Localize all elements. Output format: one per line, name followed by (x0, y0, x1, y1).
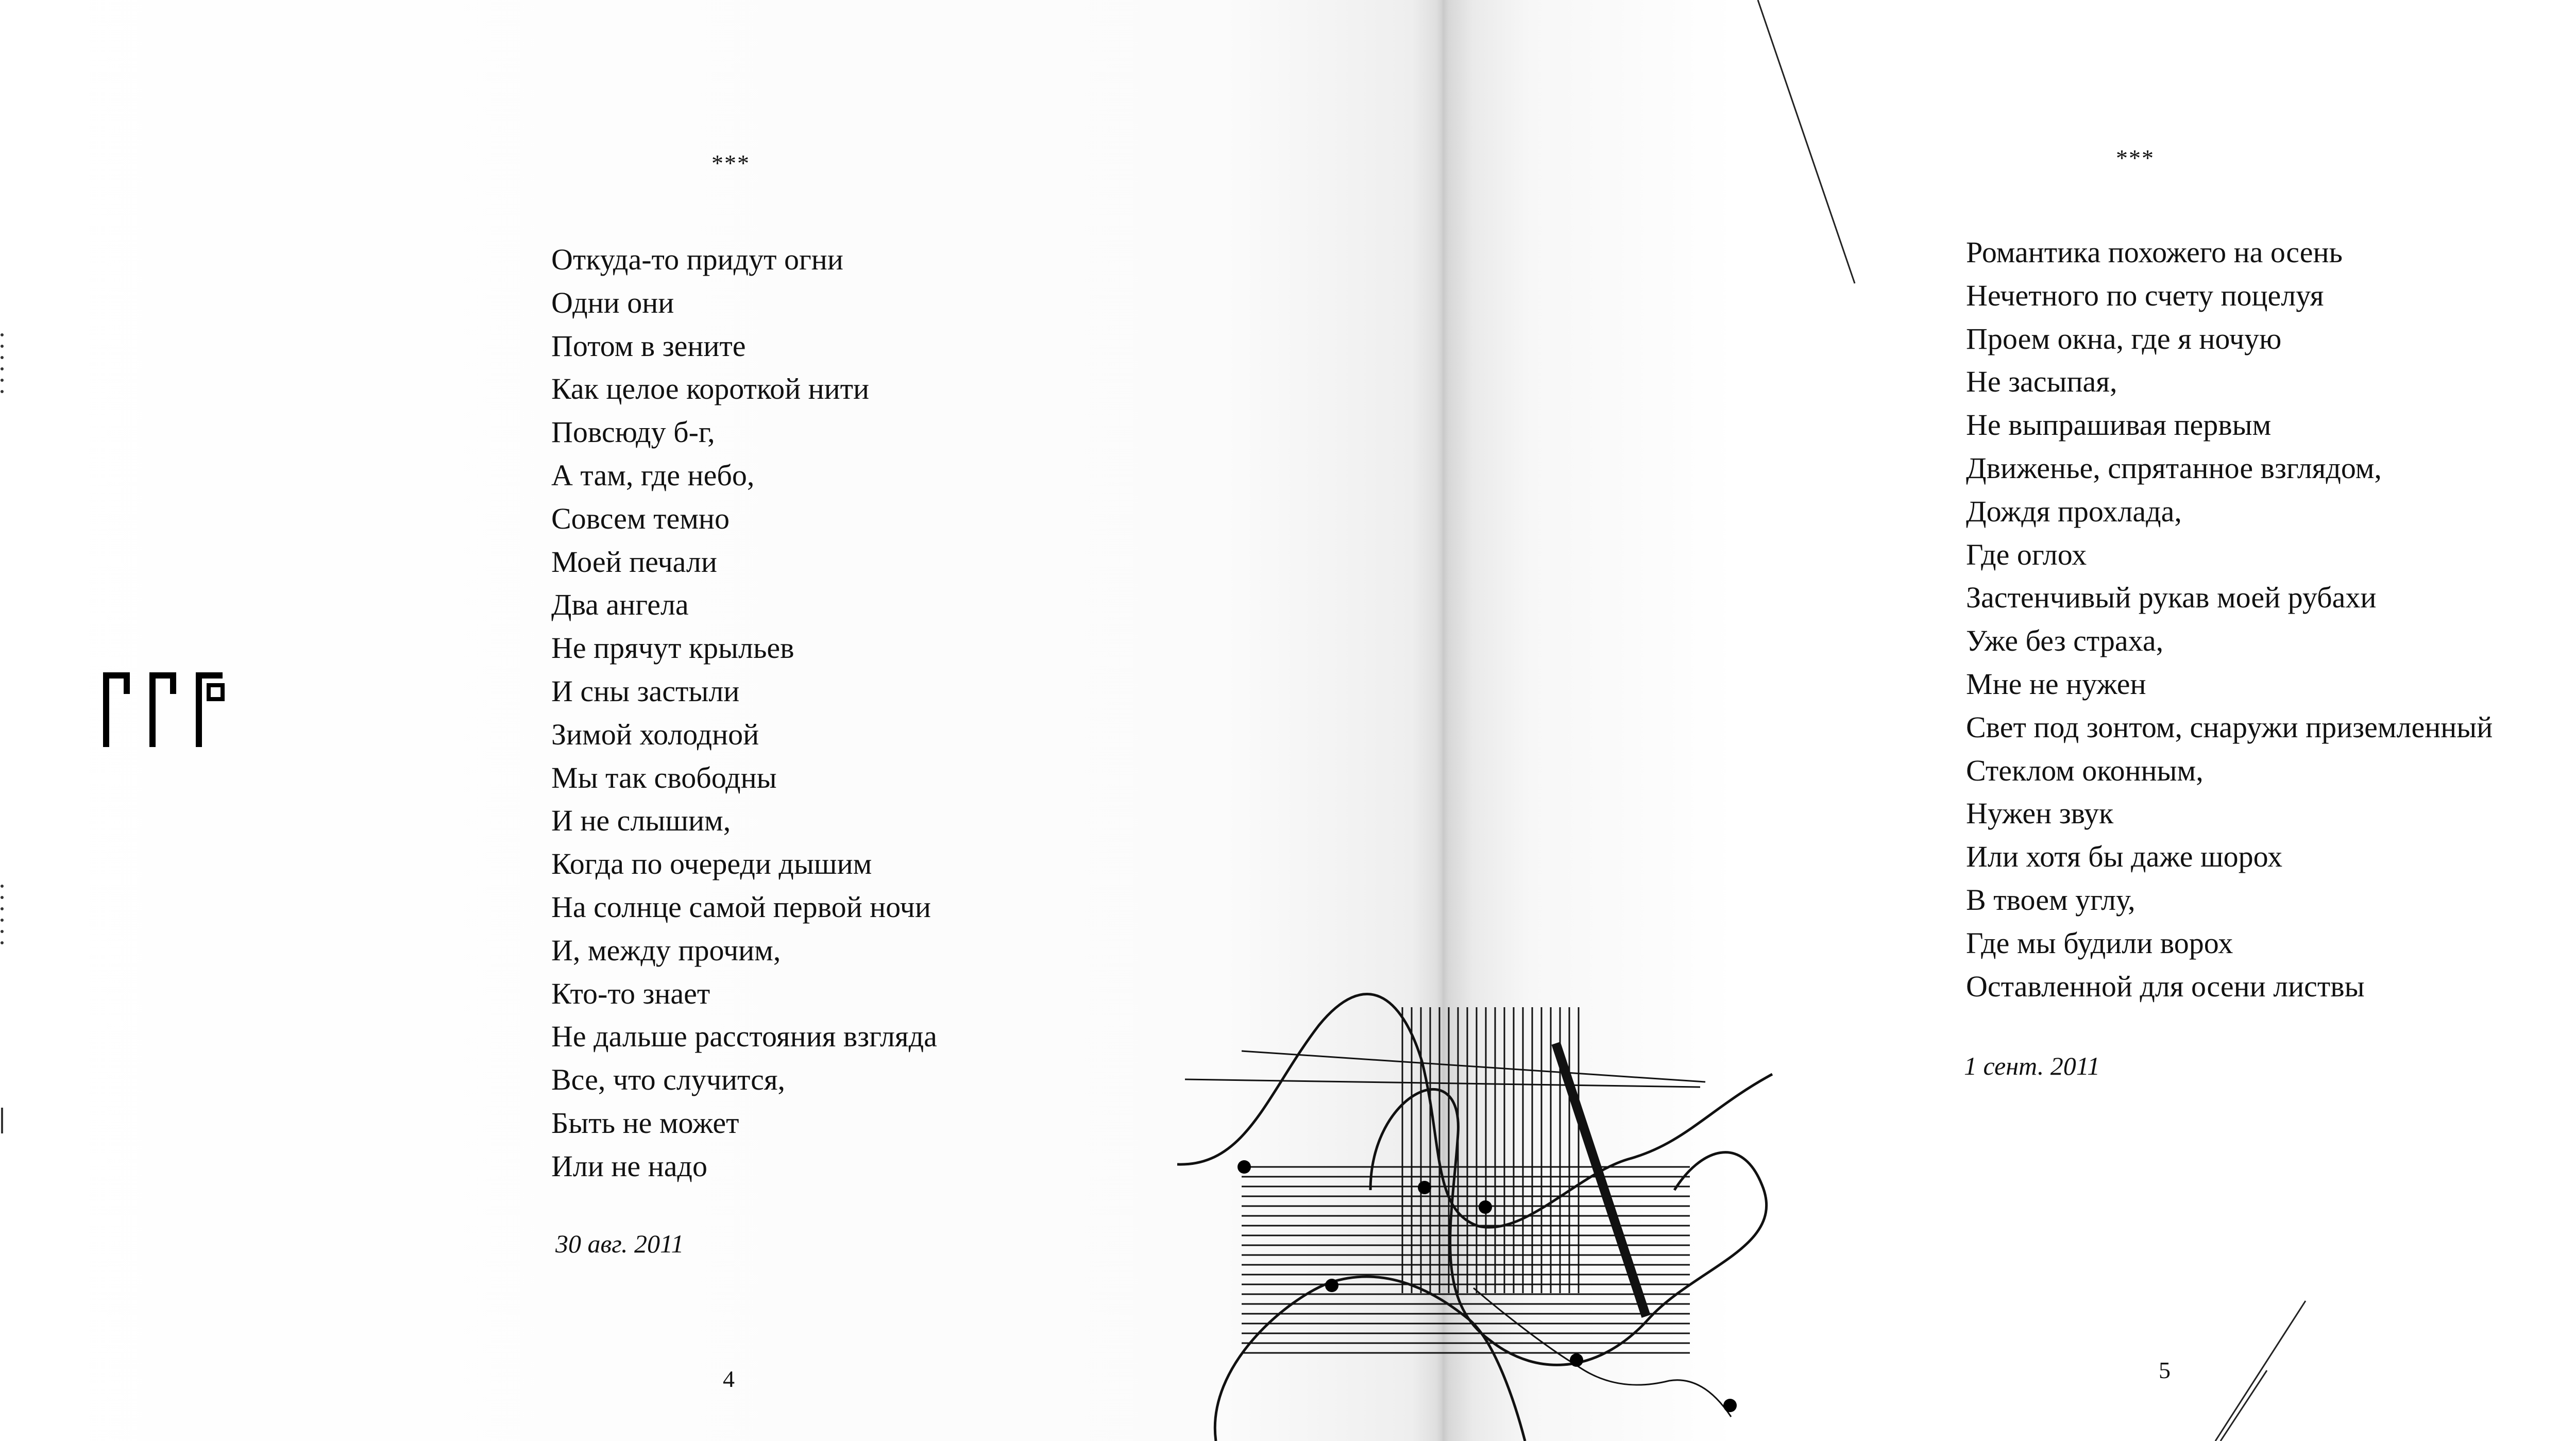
right-poem-date: 1 сент. 2011 (1964, 1052, 2100, 1080)
poem-line: Нечетного по счету поцелуя (1966, 278, 2324, 312)
left-poem-date: 30 авг. 2011 (555, 1229, 684, 1258)
diagonal-line-bottom-2 (2221, 1370, 2267, 1441)
poem-line: Не дальше расстояния взгляда (551, 1020, 937, 1054)
poem-line: Два ангела (551, 588, 689, 622)
poem-line: Где оглох (1966, 537, 2087, 571)
poem-line: Зимой холодной (551, 717, 759, 751)
poem-line: Романтика похожего на осень (1966, 235, 2343, 269)
poem-line: Уже без страха, (1966, 624, 2164, 658)
abstract-line-drawing (1177, 994, 1772, 1441)
left-page-number: 4 (723, 1366, 735, 1392)
poem-line: Стеклом оконным, (1966, 753, 2204, 787)
poem-line: И, между прочим, (551, 933, 781, 967)
right-section-marker: *** (2116, 145, 2155, 171)
poem-line: Нужен звук (1966, 796, 2114, 830)
right-page-number: 5 (2159, 1357, 2171, 1383)
margin-dots-icon (1, 333, 4, 1133)
poem-line: Или хотя бы даже шорох (1966, 840, 2283, 874)
poem-line: Не засыпая, (1966, 365, 2117, 399)
poem-line: Не прячут крыльев (551, 631, 794, 665)
poem-line: Как целое короткой нити (551, 372, 870, 406)
poem-line: Кто-то знает (551, 976, 710, 1010)
poem-line: Проем окна, где я ночую (1966, 321, 2282, 355)
poem-line: В твоем углу, (1966, 883, 2136, 917)
poem-line: Не выпрашивая первым (1966, 408, 2272, 442)
poem-line: Мне не нужен (1966, 667, 2146, 701)
poem-line: Потом в зените (551, 329, 746, 363)
glyph-mark-icon (103, 672, 223, 747)
poem-line: И не слышим, (551, 804, 731, 838)
diagonal-line-bottom-1 (2215, 1301, 2306, 1441)
diagonal-line-top (1758, 0, 1855, 283)
poem-line: На солнце самой первой ночи (551, 890, 931, 924)
poem-line: Откуда-то придут огни (551, 243, 843, 276)
poem-line: Моей печали (551, 545, 717, 579)
poem-line: Движенье, спрятанное взглядом, (1966, 451, 2382, 485)
poem-line: И сны застыли (551, 674, 740, 708)
poem-line: Все, что случится, (551, 1063, 786, 1097)
poem-line: Одни они (551, 285, 674, 319)
poem-line: Оставленной для осени листвы (1966, 969, 2365, 1003)
poem-line: Или не надо (551, 1149, 707, 1183)
poem-line: Дождя прохлада, (1966, 494, 2182, 528)
poem-line: Быть не может (551, 1106, 739, 1140)
poem-line: Когда по очереди дышим (551, 847, 872, 881)
poem-line: Совсем темно (551, 501, 730, 535)
poem-line: Повсюду б-г, (551, 415, 715, 449)
poem-line: Где мы будили ворох (1966, 926, 2233, 960)
left-section-marker: *** (711, 150, 750, 176)
poem-line: Свет под зонтом, снаружи приземленный (1966, 710, 2493, 744)
poem-line: Мы так свободны (551, 760, 777, 794)
poem-line: Застенчивый рукав моей рубахи (1966, 581, 2377, 615)
poem-line: А там, где небо, (551, 458, 755, 492)
